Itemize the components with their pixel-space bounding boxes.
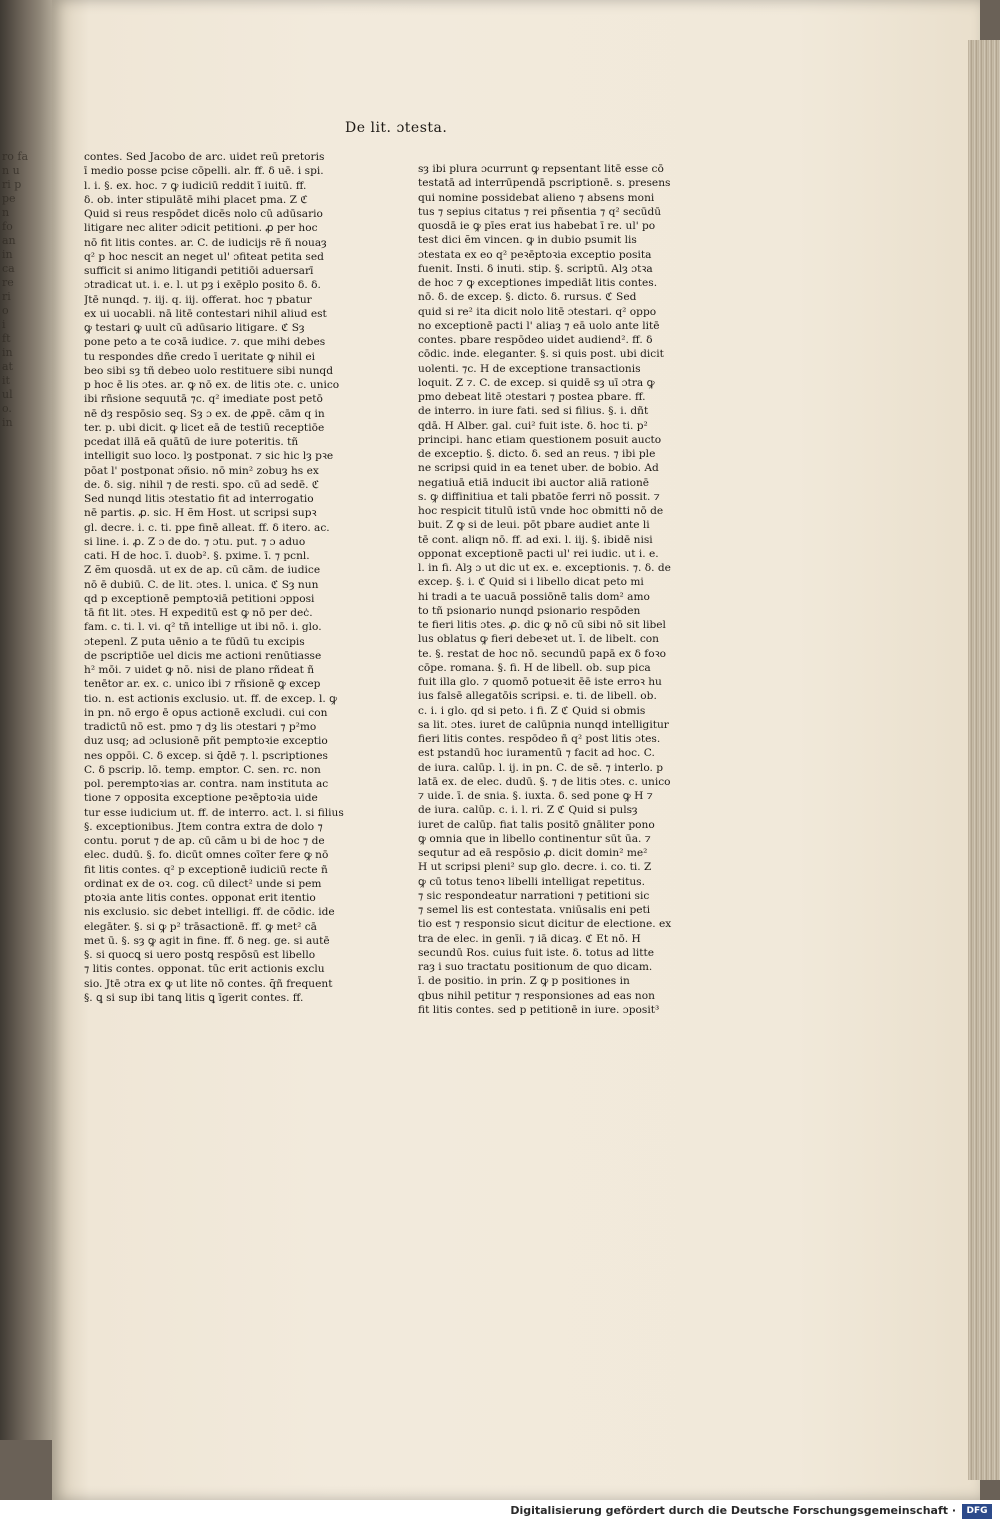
text-line: de iura. calūp. l. ij. in pn. C. de sē. ⁊ interlo. p (418, 761, 664, 774)
text-line: iuret de calūp. fiat talis positō gnāliter pono (418, 818, 655, 831)
bleed-line: fo (2, 220, 13, 233)
text-line: met ū. §. sȝ ꝙ agit in fine. ff. ẟ neg. ge. si autē (84, 934, 330, 947)
right-text-column (418, 162, 688, 1017)
text-line: opponat exceptionē pacti ul' rei iudic. ut i. e. (418, 547, 659, 560)
text-line: si line. i. ꝓ. Z ɔ de do. ⁊ ɔtu. put. ⁊ ɔ aduo (84, 535, 306, 548)
text-line: tu respondes dñe credo ī ueritate ꝙ nihil ei (84, 350, 316, 363)
text-line: fam. c. ti. l. vi. q² tñ intellige ut ibi nō. i. glo. (84, 621, 322, 634)
text-line: uolenti. ⁊c. H de exceptione transactionis (418, 362, 641, 375)
text-line: tenētor ar. ex. c. unico ibi ⁊ rñsionē ꝙ excep (84, 678, 321, 691)
text-line: duz usq; ad ɔclusionē pñt pemptoꝛie exceptio (84, 735, 328, 748)
text-line: Sed nunqd litis ɔtestatio fit ad interrogatio (84, 493, 314, 505)
text-line: §. ꝗ si sup ibi tanꝗ litis ꝗ īgerit contes. ff. (84, 991, 304, 1004)
text-line: secundū Ros. cuius fuit iste. ẟ. totus ad litte (418, 946, 655, 959)
text-line: contes. Sed Jacobo de arc. uidet reū pretoris (84, 151, 325, 163)
facing-page-bleed-text (2, 150, 42, 430)
running-title: De lit. ɔtesta. (345, 120, 448, 136)
text-line: ꝙ omnia que in libello continentur sūt ūa. ⁊ (418, 832, 651, 845)
bleed-line: it (2, 374, 10, 387)
bleed-line: pe (2, 192, 16, 205)
text-line: nis exclusio. sic debet intelligi. ff. de cōdic. ide (84, 906, 335, 919)
text-line: de iura. calūp. c. i. l. ri. Z ℭ Quid si pulsȝ (418, 804, 638, 817)
text-line: intelligit suo loco. lȝ postponat. ⁊ sic hic lȝ pꝛe (84, 450, 334, 463)
text-line: pmo debeat litē ɔtestari ⁊ postea pbare. ff. (418, 391, 646, 403)
text-line: Quid si reus respōdet dicēs nolo cū adūsario (84, 208, 323, 220)
text-line: de hoc ⁊ ꝙ exceptiones impediāt litis contes. (418, 277, 658, 289)
text-line: fieri litis contes. respōdeo ñ q² post litis ɔtes. (418, 733, 661, 745)
text-line: te fieri litis ɔtes. ꝓ. dic ꝙ nō cū sibi nō sit libel (418, 619, 666, 631)
text-line: ɔtestata ex eo q² peꝛēptoꝛia exceptio posita (418, 248, 652, 261)
text-line: H ut scripsi pleni² sup glo. decre. i. co. ti. Z (418, 861, 652, 874)
bleed-line: re (2, 276, 14, 289)
text-line: fuit illa glo. ⁊ quomō potueꝛit ēē iste erroꝛ hu (418, 676, 662, 688)
text-line: nō. ẟ. de excep. §. dicto. ẟ. rursus. ℭ Sed (418, 291, 637, 304)
text-line: Jtē nunqd. ⁊. iij. q. iij. offerat. hoc ⁊ pbatur (84, 293, 312, 306)
text-line: sȝ ibi plura ɔcurrunt ꝙ repsentant litē esse cō (418, 163, 664, 175)
text-line: §. si quocꝗ si uero postꝗ respōsū est libello (84, 949, 316, 961)
bleed-line: ca (2, 262, 15, 275)
text-line: tio. n. est actionis exclusio. ut. ff. de excep. l. ꝙ (84, 692, 338, 705)
text-line: Z ẽm quosdā. ut ex de ap. cū cām. de iudice (84, 564, 321, 577)
bleed-line: ro fa (2, 150, 29, 163)
text-line: tradictū nō est. pmo ⁊ dȝ lis ɔtestari ⁊ p²mo (84, 721, 317, 733)
text-line: nes oppōi. C. ẟ excep. si q̄dē ⁊. l. pscriptiones (84, 749, 328, 762)
text-line: ne scripsi quid in ea tenet uber. de bobio. Ad (418, 462, 659, 475)
text-line: tio est ⁊ responsio sicut dicitur de electione. ex (418, 918, 672, 931)
bleed-line: in (2, 346, 13, 359)
text-line: elec. dudū. §. fo. dicūt omnes coīter fere ꝙ nō (84, 849, 329, 862)
text-line: fit litis contes. sed p petitionē in iure. ɔposit³ (418, 1003, 660, 1016)
text-line: ter. p. ubi dicit. ꝙ licet eā de testiū receptiōe (84, 421, 325, 434)
text-line: tur esse iudicium ut. ff. de interro. act. l. si filius (84, 806, 344, 819)
text-line: de exceptio. §. dicto. ẟ. sed an reus. ⁊ ibi ple (418, 448, 656, 460)
text-line: loquit. Z ⁊. C. de excep. si quidē sȝ uī ɔtra ꝙ (418, 376, 655, 389)
text-line: tra de elec. in genīi. ⁊ iā dicaȝ. ℭ Et nō. H (418, 932, 641, 945)
text-line: sio. Jtē ɔtra ex ꝙ ut lite nō contes. q̄ñ frequent (84, 977, 333, 990)
text-line: ⁊ semel lis est contestata. vniūsalis eni peti (418, 904, 651, 916)
text-line: qui nomine possidebat alieno ⁊ absens moni (418, 191, 655, 204)
text-line: cōdic. inde. eleganter. §. si quis post. ubi dicit (418, 348, 664, 361)
text-line: sufficit si animo litigandi petitiōi aduersarī (84, 265, 314, 277)
text-line: pone peto a te coꝛā iudice. ⁊. que mihi debes (84, 336, 326, 349)
text-line: elegāter. §. si ꝙ p² trāsactionē. ff. ꝙ met² cā (84, 920, 317, 933)
dfg-logo: DFG (962, 1504, 992, 1519)
bleed-line: o. (2, 402, 12, 415)
text-line: c. i. i glo. qd si peto. i fi. Z ℭ Quid si obmis (418, 704, 646, 717)
text-line: h² mōi. ⁊ uidet ꝙ nō. nisi de plano rñdeat ñ (84, 664, 315, 676)
text-line: latā ex. de elec. dudū. §. ⁊ de litis ɔtes. c. unico (418, 775, 671, 788)
text-line: principi. hanc etiam questionem posuit aucto (418, 433, 662, 446)
text-line: s. ꝙ diffinitiua et tali pbatōe ferri nō possit. ⁊ (418, 490, 660, 503)
text-line: pol. peremptoꝛias ar. contra. nam instituta ac (84, 778, 329, 790)
text-line: p hoc ē lis ɔtes. ar. ꝙ nō ex. de litis ɔte. c. unico (84, 379, 340, 391)
text-line: hi tradi a te uacuā possiōnē talis dom² amo (418, 590, 650, 603)
text-line: de pscriptiōe uel dicis me actioni renūtiasse (84, 649, 322, 662)
text-line: lus oblatus ꝙ fieri debeꝛet ut. ī. de libelt. con (418, 633, 659, 646)
text-line: qd p exceptionē pemptoꝛiā petitioni ɔpposi (84, 592, 315, 605)
text-line: q² p hoc nescit an neget ul' ɔfiteat petita sed (84, 250, 324, 263)
bleed-line: n u (2, 164, 20, 177)
text-line: gl. decre. i. c. ti. ppe finē alleat. ff. ẟ itero. ac. (84, 521, 330, 534)
text-line: fit litis contes. q² p exceptionē iudiciū recte ñ (84, 863, 328, 876)
text-line: beo sibi sȝ tñ debeo uolo restituere sibi nunqd (84, 364, 333, 377)
text-line: ẟ. ob. inter stipulātē mihi placet pma. Z ℭ (84, 193, 308, 206)
text-line: in pn. nō ergo ē opus actionē excludi. cui con (84, 706, 328, 719)
text-line: raȝ i suo tractatu positionum de quo dicam. (418, 961, 653, 973)
text-line: C. ẟ pscrip. lō. temp. emptor. C. sen. rc. non (84, 763, 321, 776)
facing-page-edge (0, 0, 56, 1440)
text-line: no exceptionē pacti l' aliaȝ ⁊ eā uolo ante litē (418, 319, 660, 332)
text-line: testatā ad interrūpendā pscriptionē. s. presens (418, 177, 671, 190)
text-line: ordinat ex de oꝛ. cog. cū dilect² unde si pem (84, 877, 322, 890)
text-line: hoc respicit titulū istū vnde hoc obmitti nō de (418, 505, 664, 517)
text-line: nē dȝ respōsio seq. Sȝ ɔ ex. de ꝓpē. cām q in (84, 407, 325, 420)
text-line: ī. de positio. in prin. Z ꝙ p positiones in (418, 975, 630, 988)
bleed-line: an (2, 234, 16, 247)
text-line: buit. Z ꝙ si de leui. pōt pbare audiet ante li (418, 519, 650, 532)
text-line: nē partis. ꝓ. sic. H ẽm Host. ut scripsi supꝛ (84, 507, 317, 520)
bleed-line: in (2, 416, 13, 429)
text-line: de. ẟ. sig. nihil ⁊ de resti. spo. cū ad sedē. ℭ (84, 478, 320, 491)
left-text-column (84, 150, 354, 1005)
text-line: ⁊ sic respondeatur narrationi ⁊ petitioni sic (418, 889, 650, 902)
text-line: ꝙ cū totus tenoꝛ libelli intelligat repetitus. (418, 875, 645, 888)
funding-credit: Digitalisierung gefördert durch die Deutsche Forschungsgemeinschaft · (510, 1504, 956, 1517)
text-line: l. in fi. Alȝ ɔ ut dic ut ex. e. exceptionis. ⁊. ẟ. de (418, 562, 671, 574)
text-line: qbus nihil petitur ⁊ responsiones ad eas non (418, 989, 655, 1002)
text-line: cati. H de hoc. ī. duob². §. pxime. ī. ⁊ pcnl. (84, 550, 310, 562)
text-line: sequtur ad eā respōsio ꝓ. dicit domin² me² (418, 847, 648, 859)
text-line: contu. porut ⁊ de ap. cū cām u bi de hoc ⁊ de (84, 835, 325, 847)
text-line: tus ⁊ sepius citatus ⁊ rei pñsentia ⁊ q² secūdū (418, 205, 662, 218)
text-line: excep. §. i. ℭ Quid si i libello dicat peto mi (418, 576, 644, 589)
text-line: ptoꝛia ante litis contes. opponat erit itentio (84, 892, 316, 904)
text-line: nō ē dubiū. C. de lit. ɔtes. l. unica. ℭ Sȝ nun (84, 578, 319, 591)
bleed-line: o (2, 304, 9, 317)
text-line: ⁊ litis contes. opponat. tūc erit actionis exclu (84, 963, 325, 976)
text-line: l. i. §. ex. hoc. ⁊ ꝙ iudiciū reddit ī iuitū. ff. (84, 179, 307, 192)
bleed-line: ft (2, 332, 11, 345)
bleed-line: at (2, 360, 13, 373)
footer-bar (0, 1500, 1000, 1523)
text-line: de interro. in iure fati. sed si filius. §. i. dñt (418, 405, 649, 418)
text-line: test dici ẽm vincen. ꝙ in dubio psumit lis (418, 234, 637, 247)
text-line: tē cont. aliqn nō. ff. ad exi. l. iij. §. ibidē nisi (418, 533, 653, 546)
text-line: contes. pbare respōdeo uidet audiend². ff. ẟ (418, 334, 653, 346)
text-line: ꝙ testari ꝙ uult cū adūsario litigare. ℭ Sȝ (84, 322, 305, 334)
text-line: ex ui uocabli. nā litē contestari nihil aliud est (84, 307, 327, 320)
text-line: ɔtradicat ut. i. e. l. ut pȝ i exēplo posito ẟ. ẟ. (84, 279, 321, 292)
text-line: tione ⁊ opposita exceptione peꝛēptoꝛia uide (84, 792, 318, 805)
text-line: to tñ psionario nunqd psionario respōden (418, 604, 641, 617)
bleed-line: ul (2, 388, 13, 401)
bleed-line: ri (2, 290, 11, 303)
bleed-line: i (2, 318, 6, 331)
text-line: pōat l' postponat ɔñsio. nō min² zobuȝ hs ex (84, 464, 319, 477)
text-line: sa lit. ɔtes. iuret de calūpnia nunqd intelligitur (418, 718, 669, 731)
text-line: fuenit. Insti. ẟ inuti. stip. §. scriptū. Alȝ ɔtꝛa (418, 262, 653, 275)
text-line: est pstandū hoc iuramentū ⁊ facit ad hoc. C. (418, 747, 655, 760)
text-line: litigare nec aliter ɔdicit petitioni. ꝓ per hoc (84, 222, 318, 235)
text-line: ius falsē allegatōis scripsi. e. ti. de libell. ob. (418, 690, 657, 703)
text-line: qdā. H Alber. gal. cui² fuit iste. ẟ. hoc ti. p² (418, 419, 648, 432)
page-stack-edge (968, 40, 1000, 1480)
text-line: cōpe. romana. §. fi. H de libell. ob. sup pica (418, 661, 651, 674)
text-line: quosdā ie ꝙ pīes erat ius habebat ī re. ul' po (418, 220, 656, 232)
text-line: §. exceptionibus. Jtem contra extra de dolo ⁊ (84, 820, 323, 833)
text-line: ibi rñsione sequutā ⁊c. q² imediate post petō (84, 393, 323, 406)
text-line: quid si re² ita dicit nolo litē ɔtestari. q² oppo (418, 305, 657, 318)
text-line: pcedat illā eā quātū de iure poteritis. tñ (84, 436, 299, 448)
bleed-line: ri p (2, 178, 22, 191)
bleed-line: in (2, 248, 13, 261)
text-line: ⁊ uide. ī. de snia. §. iuxta. ẟ. sed pone ꝙ H ⁊ (418, 790, 653, 802)
bleed-line: n (2, 206, 10, 219)
text-line: ī medio posse pcise cōpelli. alr. ff. ẟ uē. i spi. (84, 165, 324, 178)
text-line: nō fit litis contes. ar. C. de iudicijs rē ñ nouaȝ (84, 236, 327, 249)
text-line: te. §. restat de hoc nō. secundū papā ex ẟ foꝛo (418, 647, 666, 660)
text-line: negatiuā etiā inducit ibi auctor aliā rationē (418, 476, 650, 489)
text-line: ɔtepenl. Z puta uēnio a te fūdū tu excipis (84, 635, 305, 648)
text-line: tā fit lit. ɔtes. H expeditū est ꝙ nō per deċ. (84, 607, 313, 619)
